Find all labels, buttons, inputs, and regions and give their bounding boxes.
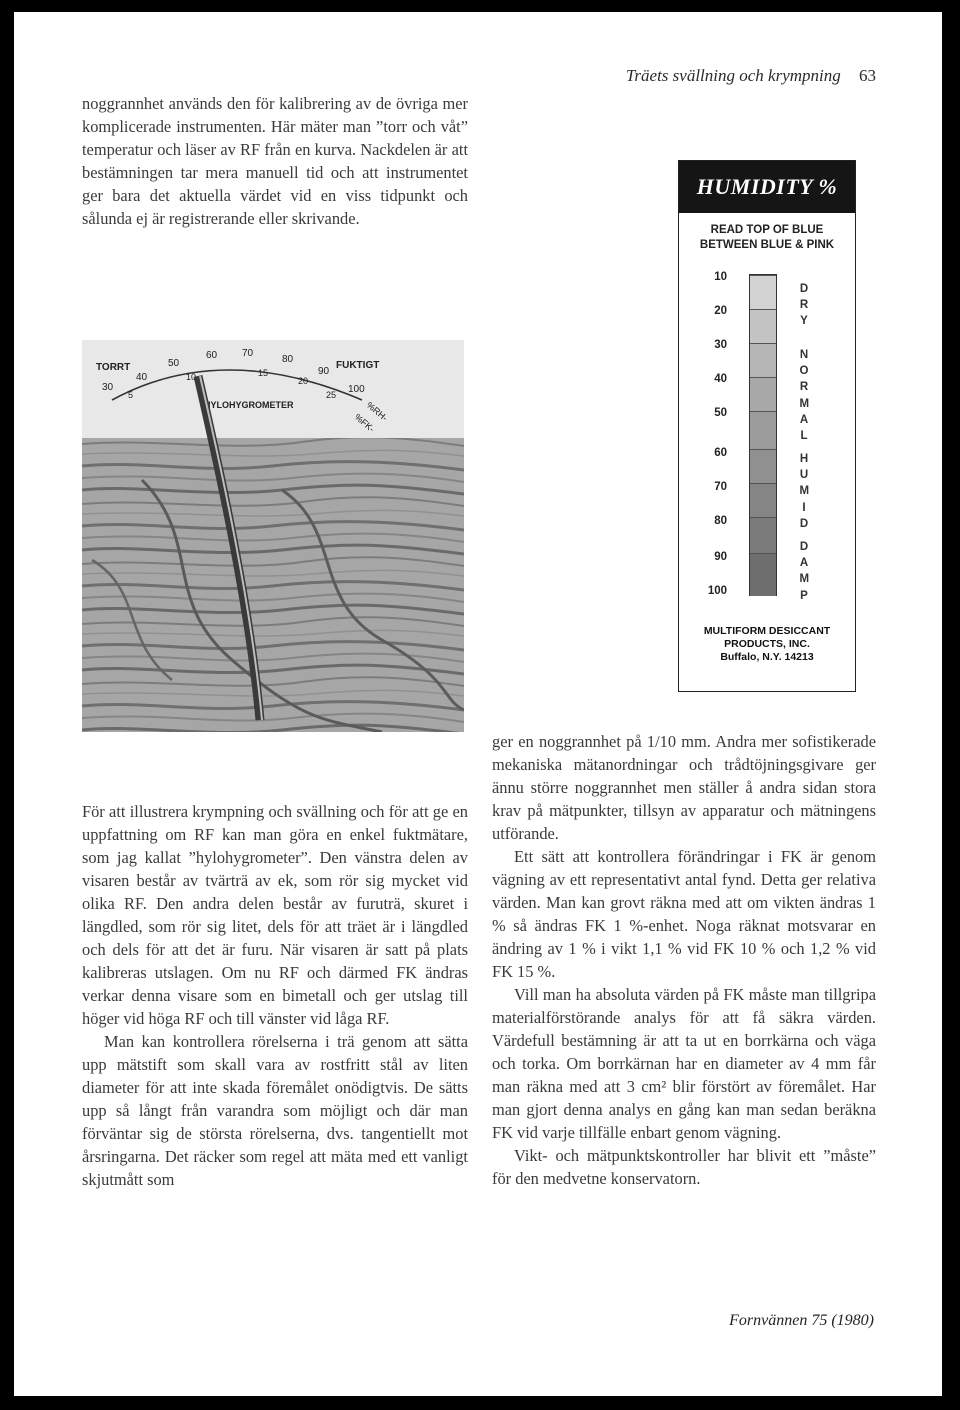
strip-cell [750,309,776,344]
running-head-title: Träets svällning och krympning [625,66,841,85]
rh-tick-label: 90 [318,366,330,377]
humidity-card-title: HUMIDITY % [679,161,855,213]
humidity-color-strip [749,274,777,596]
humidity-card-maker [679,625,855,664]
dial-label-right: FUKTIGT [336,360,380,371]
instruction-line: READ TOP OF BLUE [710,224,824,236]
maker-line: PRODUCTS, INC. [724,638,810,650]
humidity-scale-label: 30 [714,339,727,351]
humidity-scale-label: 60 [714,447,727,459]
paragraph: ger en noggrannhet på 1/10 mm. Andra mer sofistikerade mekaniska mätanordningar och trådtöjningsgivare ger ännu större noggrannhet men ställer å andra sidan stora krav på mätpunkter, tillsyn av apparatur och mätningens utförande. [492,732,876,843]
strip-cell [750,449,776,484]
humidity-card-instruction [679,223,855,253]
rh-tick-label: 30 [102,382,114,393]
paragraph: noggrannhet används den för kalibrering av de övriga mer komplicerade instrumenten. Här mäter man ”torr och våt” temperatur och läser av RF från en kurva. Nackdelen är att bestämningen tar mera manuell tid och att instrumentet ger bara det aktuella värdet vid en viss tidpunkt och sålunda ej är registrerande eller skrivande. [82,94,468,228]
paragraph: Vikt- och mätpunktskontroller har blivit ett ”måste” för den medvetne konservatorn. [492,1146,876,1188]
paragraph: Ett sätt att kontrollera förändringar i FK är genom vägning av ett representativt antal fynd. Detta ger relativa värden. Man kan grovt räkna med att om vikten ändras 1 % så ändras FK 1 %-enhet. Noga räknat motsvarar en ändring av 1 % i vikt 1,1 % vid FK 10 % och 1,2 % vid FK 15 %. [492,847,876,981]
running-head [14,66,876,86]
paragraph: Vill man ha absoluta värden på FK måste man tillgripa materialförstörande analys för att få säkra värden. Värdefull bestämning är att ta ut en borrkärna och väga och torka. Om borrkärnan har en diameter av 4 mm får man räkna med att 3 cm² blir förstört av föremålet. Har man gjort denna analys en gång kan man sedan beräkna FK vid varje tillfälle enbart genom vägning. [492,985,876,1142]
category-normal-text: NORMAL [799,349,810,443]
category-normal [797,347,811,444]
maker-line: MULTIFORM DESICCANT [703,625,831,637]
fk-tick-label: 25 [326,390,337,400]
category-damp [797,539,811,604]
dial-label-center: HYLOHYGROMETER [204,400,294,410]
column-bottom-left [82,800,468,1191]
strip-cell [750,343,776,378]
rh-tick-label: 80 [282,354,294,365]
strip-cell [750,483,776,518]
rh-tick-label: 50 [168,358,180,369]
journal-page [14,12,942,1396]
instruction-line: BETWEEN BLUE & PINK [699,239,835,251]
humidity-scale-label: 100 [707,585,727,597]
journal-footer: Fornvännen 75 (1980) [729,1312,874,1329]
humidity-scale-label: 50 [714,407,727,419]
humidity-indicator-card [678,160,856,692]
humidity-scale-label: 90 [714,551,727,563]
paragraph: För att illustrera krympning och svällning och för att ge en uppfattning om RF kan man göra en enkel fuktmätare, som jag kallat ”hylohygrometer”. Den vänstra delen av visaren består av tvärträ av ek, som rör sig mycket vid olika RF. Den andra delen består av furuträ, skuret i längdled, som rör sig litet, dels för att träet är i längdled och dels för att det är furu. När visaren är satt på plats kalibreras utslagen. Om nu RF och därmed FK ändras verkar denna visare som en bimetall och ger utslag till höger vid höga RF och till vänster vid låga RF. [82,802,468,1028]
strip-cell [750,517,776,554]
maker-line: Buffalo, N.Y. 14213 [720,651,814,663]
strip-cell [750,553,776,596]
humidity-scale-label: 40 [714,373,727,385]
category-dry-text: DRY [799,283,809,328]
column-right [492,730,876,1190]
rh-tick-label: 40 [136,372,148,383]
category-humid [797,451,811,532]
humidity-scale-label: 20 [714,305,727,317]
category-dry [797,281,811,330]
rh-tick-label: 70 [242,348,254,359]
humidity-scale-label: 80 [714,515,727,527]
fk-tick-label: 15 [258,368,269,378]
paragraph: Man kan kontrollera rörelserna i trä genom att sätta upp mätstift som skall vara av rostfritt stål av liten diameter för att inte skada föremålet onödigtvis. De sätts upp så långt från varandra som möjligt och där man förväntar sig de största rörelserna, dvs. tangentiellt mot årsringarna. Det räcker som regel att mäta med ett vanligt skjutmått som [82,1032,468,1189]
fk-tick-label: 20 [298,376,309,386]
rh-tick-label: 60 [206,350,218,361]
column-top-left [82,92,468,230]
rh-tick-label: 100 [348,384,365,395]
dial-card [82,340,464,438]
fk-tick-label: 10 [186,372,197,382]
fk-unit-label: %FK- [352,411,377,434]
strip-cell [750,411,776,450]
humidity-scale-label: 10 [714,271,727,283]
page-number: 63 [859,66,876,85]
hylohygrometer-figure [82,340,464,732]
category-damp-text: DAMP [799,541,810,602]
fk-tick-label: 5 [128,390,134,400]
rh-unit-label: %RH- [364,399,390,423]
humidity-scale-label: 70 [714,481,727,493]
strip-cell [750,377,776,412]
category-humid-text: HUMID [799,453,810,530]
hylohygrometer-photo [82,340,464,732]
strip-cell [750,275,776,310]
dial-label-left: TORRT [96,362,131,373]
